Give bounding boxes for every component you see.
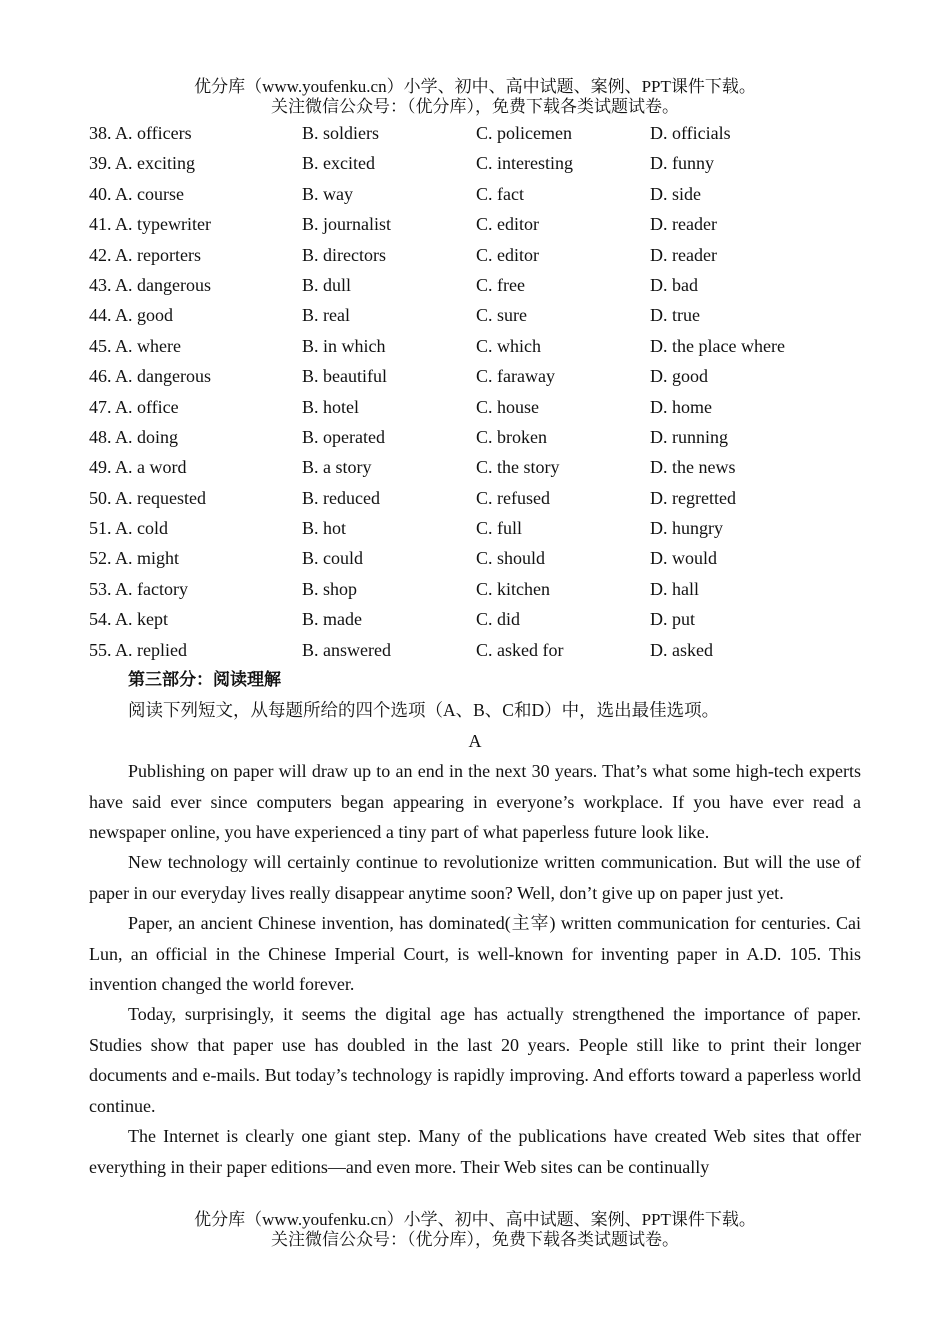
page-footer — [0, 1210, 950, 1250]
question-option-row — [89, 635, 869, 665]
option-c: C. did — [476, 609, 521, 630]
question-option-row — [89, 179, 869, 209]
passage-paragraph: The Internet is clearly one giant step. Many of the publications have created Web sites that offer everything in their paper editions—and even more. Their Web sites can be continually — [89, 1126, 861, 1177]
option-d: D. home — [650, 396, 712, 417]
header-line-2: 关注微信公众号：（优分库），免费下载各类试题试卷。 — [271, 97, 679, 116]
option-b: B. made — [302, 609, 362, 630]
option-a: 46. A. dangerous — [89, 366, 211, 387]
option-a: 44. A. good — [89, 305, 174, 326]
option-d: D. side — [650, 183, 701, 204]
option-c: C. fact — [476, 183, 524, 204]
question-option-row — [89, 240, 869, 270]
option-d: D. regretted — [650, 487, 736, 508]
option-d: D. true — [650, 305, 700, 326]
option-b: B. reduced — [302, 487, 380, 508]
option-b: B. way — [302, 183, 353, 204]
option-c: C. should — [476, 548, 546, 569]
option-a: 48. A. doing — [89, 426, 179, 447]
option-a: 53. A. factory — [89, 578, 188, 599]
option-c: C. editor — [476, 214, 539, 235]
question-option-row — [89, 361, 869, 391]
option-b: B. directors — [302, 244, 386, 265]
question-option-row — [89, 209, 869, 239]
option-d: D. good — [650, 366, 708, 387]
footer-line-2: 关注微信公众号：（优分库），免费下载各类试题试卷。 — [271, 1230, 679, 1249]
page-header — [0, 77, 950, 117]
footer-line-1: 优分库（www.youfenku.cn）小学、初中、高中试题、案例、PPT课件下载。 — [194, 1210, 756, 1229]
option-d: D. reader — [650, 244, 717, 265]
option-d: D. bad — [650, 274, 698, 295]
question-option-row — [89, 118, 869, 148]
option-b: B. excited — [302, 153, 375, 174]
option-d: D. reader — [650, 214, 717, 235]
question-option-row — [89, 300, 869, 330]
question-option-row — [89, 331, 869, 361]
question-option-row — [89, 543, 869, 573]
option-b: B. soldiers — [302, 123, 380, 143]
option-c: C. broken — [476, 426, 547, 447]
section-title: 第三部分：阅读理解 — [128, 670, 281, 690]
option-d: D. hungry — [650, 518, 723, 539]
option-c: C. full — [476, 518, 523, 539]
option-c: C. free — [476, 274, 525, 295]
question-option-row — [89, 270, 869, 300]
option-b: B. shop — [302, 578, 358, 599]
question-option-row — [89, 483, 869, 513]
option-d: D. the place where — [650, 335, 785, 356]
option-b: B. beautiful — [302, 366, 387, 387]
question-option-row — [89, 148, 869, 178]
reading-section — [89, 665, 861, 1182]
option-a: 54. A. kept — [89, 609, 168, 630]
option-a: 49. A. a word — [89, 457, 187, 478]
question-option-row — [89, 422, 869, 452]
section-instructions: 阅读下列短文，从每题所给的四个选项（A、B、C和D）中，选出最佳选项。 — [128, 700, 720, 721]
option-c: C. faraway — [476, 366, 555, 387]
passage-paragraph: New technology will certainly continue to revolutionize written communication. But will the use of paper in our everyday lives really disappear anytime soon? Well, don’t give up on paper just yet. — [89, 852, 861, 903]
option-a: 42. A. reporters — [89, 244, 201, 265]
option-b: B. hotel — [302, 396, 359, 417]
option-a: 52. A. might — [89, 548, 180, 569]
answer-options-list — [89, 118, 869, 665]
question-option-row — [89, 452, 869, 482]
question-option-row — [89, 604, 869, 634]
option-a: 38. A. officers — [89, 123, 192, 143]
option-c: C. the story — [476, 457, 560, 478]
question-option-row — [89, 392, 869, 422]
option-d: D. asked — [650, 639, 713, 660]
option-c: C. kitchen — [476, 578, 550, 599]
option-b: B. dull — [302, 274, 352, 295]
option-b: B. operated — [302, 426, 385, 447]
option-d: D. funny — [650, 153, 714, 174]
option-c: C. asked for — [476, 639, 564, 660]
option-d: D. the news — [650, 457, 736, 478]
passage-paragraph: Publishing on paper will draw up to an end in the next 30 years. That’s what some high-tech experts have said ever since computers began appearing in everyone’s workplace. If you have ever read a newspaper online, you have experienced a tiny part of what paperless future look like. — [89, 761, 861, 843]
option-b: B. answered — [302, 639, 391, 660]
option-c: C. interesting — [476, 153, 573, 174]
option-a: 43. A. dangerous — [89, 274, 211, 295]
option-d: D. officials — [650, 123, 731, 143]
passage-label: A — [468, 730, 482, 751]
option-c: C. policemen — [476, 123, 572, 143]
question-option-row — [89, 513, 869, 543]
option-c: C. which — [476, 335, 541, 356]
option-d: D. would — [650, 548, 717, 569]
option-a: 55. A. replied — [89, 639, 187, 660]
option-a: 41. A. typewriter — [89, 214, 211, 235]
option-b: B. real — [302, 305, 350, 326]
option-b: B. a story — [302, 457, 372, 478]
passage-paragraph: Today, surprisingly, it seems the digital age has actually strengthened the importance of paper. Studies show that paper use has doubled in the last 20 years. People still like to print their longer documents and e-mails. But today’s technology is rapidly improving. And efforts toward a paperless world continue. — [89, 1004, 861, 1116]
option-d: D. put — [650, 609, 695, 630]
question-option-row — [89, 574, 869, 604]
option-a: 51. A. cold — [89, 518, 168, 539]
option-a: 45. A. where — [89, 335, 181, 356]
option-b: B. journalist — [302, 214, 391, 235]
option-a: 39. A. exciting — [89, 153, 195, 174]
option-a: 50. A. requested — [89, 487, 206, 508]
option-c: C. refused — [476, 487, 550, 508]
option-d: D. running — [650, 426, 728, 447]
option-c: C. editor — [476, 244, 539, 265]
option-b: B. hot — [302, 518, 347, 539]
passage-paragraph: Paper, an ancient Chinese invention, has dominated(主宰) written communication for centuries. Cai Lun, an official in the Chinese Imperial Court, is well-known for inventing paper in A.D. 105. This invention changed the world forever. — [89, 913, 861, 995]
option-c: C. house — [476, 396, 539, 417]
option-d: D. hall — [650, 578, 699, 599]
header-line-1: 优分库（www.youfenku.cn）小学、初中、高中试题、案例、PPT课件下载。 — [194, 77, 756, 96]
option-b: B. could — [302, 548, 363, 569]
option-a: 47. A. office — [89, 396, 179, 417]
option-c: C. sure — [476, 305, 527, 326]
option-a: 40. A. course — [89, 183, 184, 204]
option-b: B. in which — [302, 335, 386, 356]
